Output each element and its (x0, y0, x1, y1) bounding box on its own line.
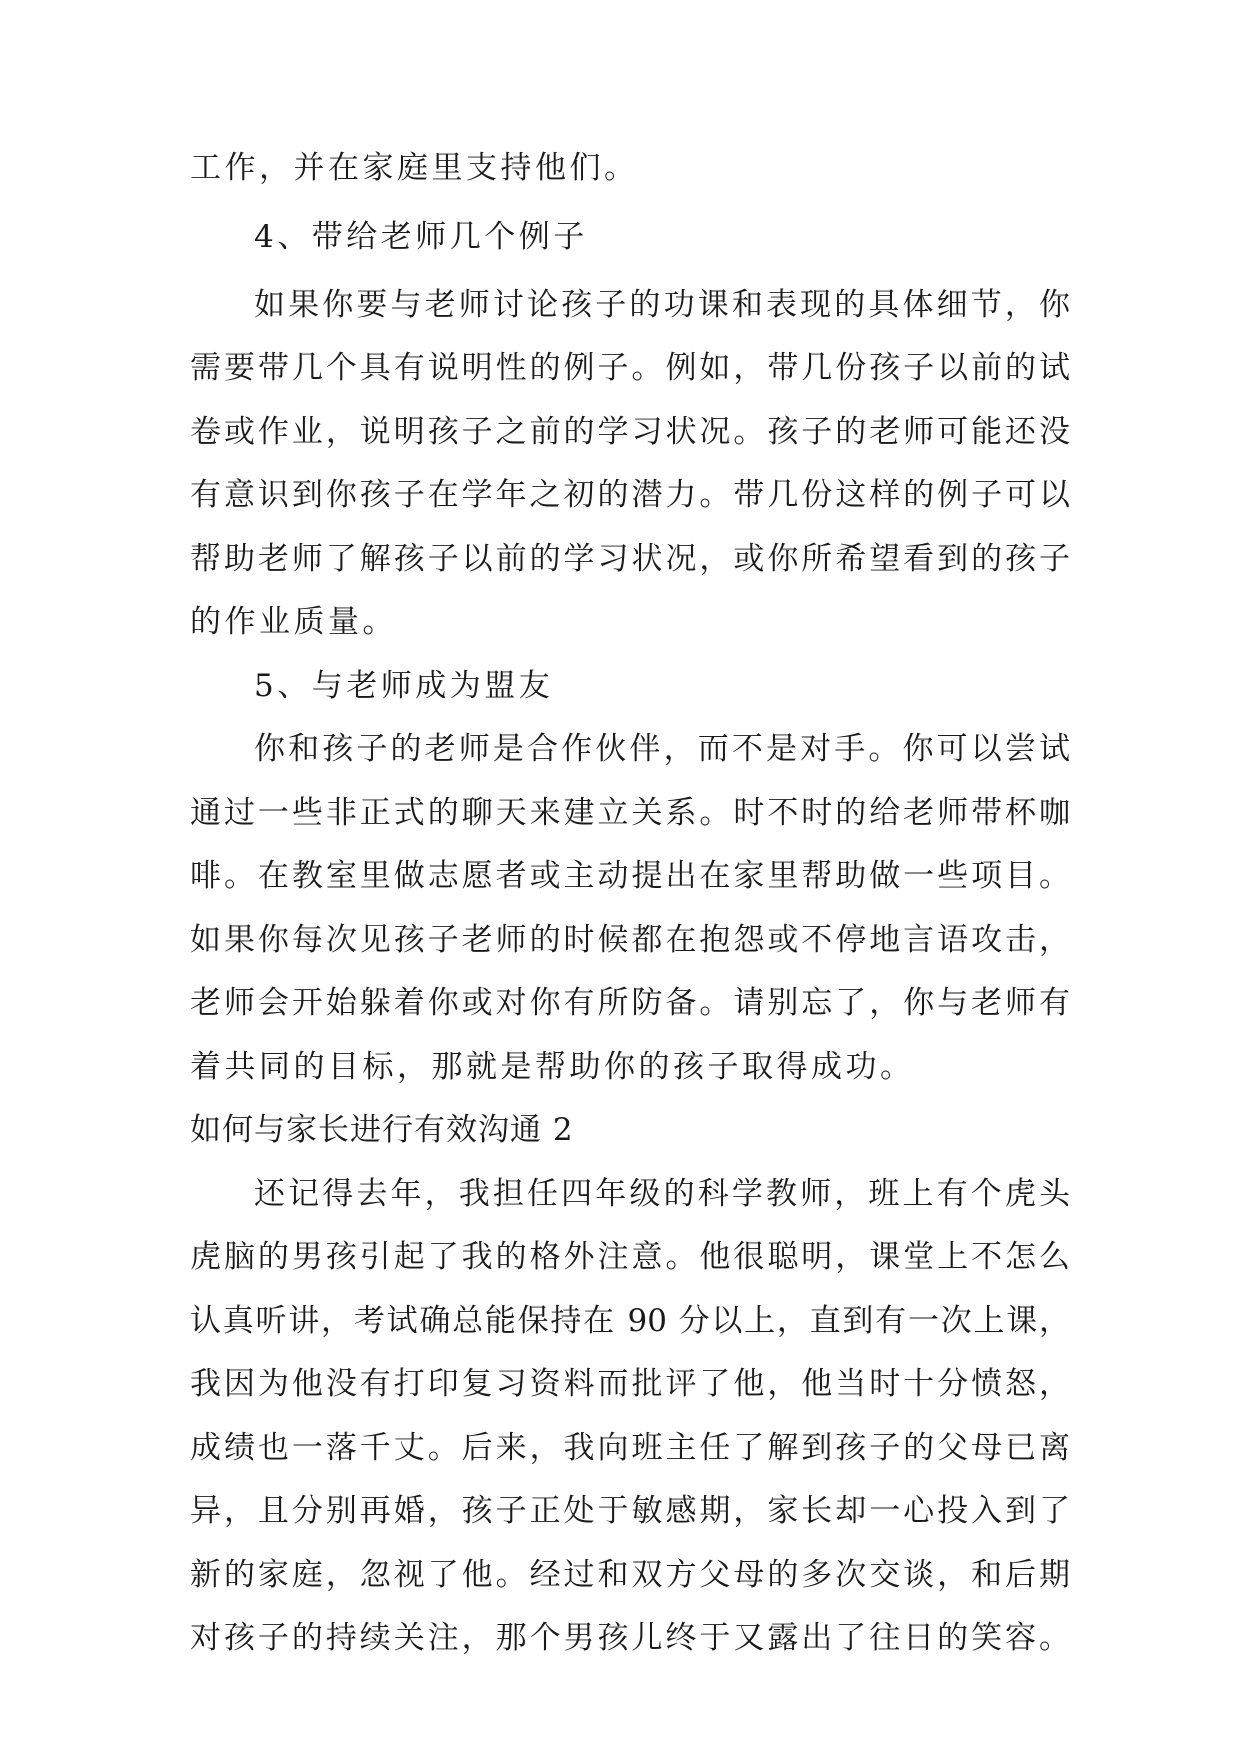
paragraph-line: 卷或作业，说明孩子之前的学习状况。孩子的老师可能还没 (190, 414, 1070, 450)
paragraph-line: 异，且分别再婚，孩子正处于敏感期，家长却一心投入到了 (190, 1493, 1070, 1529)
paragraph-line: 老师会开始躲着你或对你有所防备。请别忘了，你与老师有 (190, 985, 1070, 1021)
paragraph-line: 我因为他没有打印复习资料而批评了他，他当时十分愤怒， (190, 1366, 1070, 1402)
paragraph-line: 的作业质量。 (190, 604, 397, 640)
article-title: 如何与家长进行有效沟通 2 (190, 1112, 574, 1148)
section-heading-4: 4、带给老师几个例子 (254, 219, 588, 255)
section-heading-5: 5、与老师成为盟友 (254, 668, 554, 704)
paragraph-line: 啡。在教室里做志愿者或主动提出在家里帮助做一些项目。 (190, 858, 1070, 894)
paragraph-line: 有意识到你孩子在学年之初的潜力。带几份这样的例子可以 (190, 477, 1070, 513)
paragraph-line: 新的家庭，忽视了他。经过和双方父母的多次交谈，和后期 (190, 1557, 1070, 1593)
paragraph-line: 虎脑的男孩引起了我的格外注意。他很聪明，课堂上不怎么 (190, 1239, 1070, 1275)
paragraph-line: 着共同的目标，那就是帮助你的孩子取得成功。 (190, 1049, 915, 1085)
paragraph-line: 你和孩子的老师是合作伙伴，而不是对手。你可以尝试 (254, 731, 1070, 767)
paragraph-line: 需要带几个具有说明性的例子。例如，带几份孩子以前的试 (190, 350, 1070, 386)
paragraph-line: 通过一些非正式的聊天来建立关系。时不时的给老师带杯咖 (190, 795, 1070, 831)
paragraph-line: 如果你要与老师讨论孩子的功课和表现的具体细节，你 (254, 287, 1070, 323)
paragraph-line: 还记得去年，我担任四年级的科学教师，班上有个虎头 (254, 1176, 1070, 1212)
paragraph-line: 帮助老师了解孩子以前的学习状况，或你所希望看到的孩子 (190, 541, 1070, 577)
paragraph-line: 成绩也一落千丈。后来，我向班主任了解到孩子的父母已离 (190, 1430, 1070, 1466)
paragraph-line: 如果你每次见孩子老师的时候都在抱怨或不停地言语攻击， (190, 922, 1070, 958)
paragraph-line: 对孩子的持续关注，那个男孩儿终于又露出了往日的笑容。 (190, 1620, 1070, 1656)
paragraph-line: 工作，并在家庭里支持他们。 (190, 150, 639, 186)
paragraph-line: 认真听讲，考试确总能保持在 90 分以上，直到有一次上课， (190, 1303, 1070, 1339)
